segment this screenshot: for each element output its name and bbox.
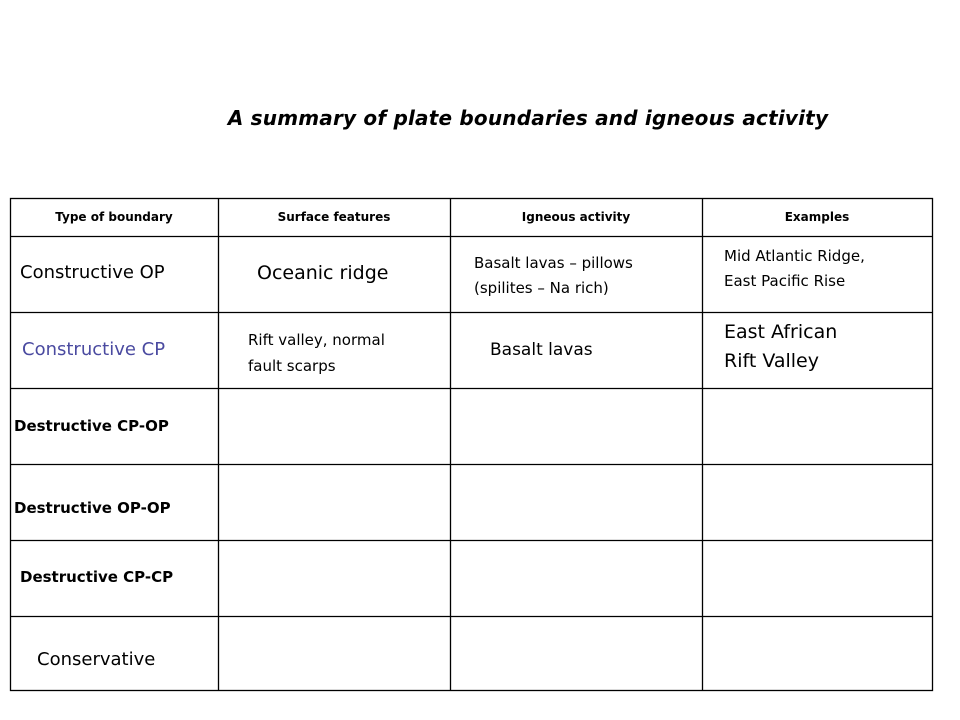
boundary-type-cell: Destructive OP-OP: [14, 499, 171, 517]
examples-line: East Pacific Rise: [724, 272, 846, 290]
boundary-type-cell: Conservative: [37, 649, 156, 670]
column-header-igneous: Igneous activity: [521, 210, 631, 224]
surface-features-cell: Oceanic ridge: [257, 262, 389, 284]
igneous-activity-line: Basalt lavas – pillows: [474, 254, 633, 272]
boundary-type-cell: Destructive CP-CP: [20, 568, 174, 586]
column-header-type: Type of boundary: [55, 210, 173, 224]
boundary-type-cell: Constructive CP: [22, 339, 166, 360]
examples-line: Mid Atlantic Ridge,: [724, 247, 865, 265]
igneous-activity-line: (spilites – Na rich): [474, 279, 609, 297]
surface-features-line: Rift valley, normal: [248, 331, 385, 349]
igneous-activity-cell: Basalt lavas: [490, 340, 593, 360]
surface-features-line: fault scarps: [248, 357, 336, 375]
column-header-surface: Surface features: [277, 210, 391, 224]
examples-line: East African: [724, 321, 838, 343]
examples-line: Rift Valley: [724, 350, 819, 372]
boundary-type-cell: Destructive CP-OP: [14, 417, 169, 435]
boundary-type-cell: Constructive OP: [20, 262, 165, 283]
page-title: A summary of plate boundaries and igneous activity: [227, 106, 829, 130]
column-header-examples: Examples: [784, 210, 850, 224]
